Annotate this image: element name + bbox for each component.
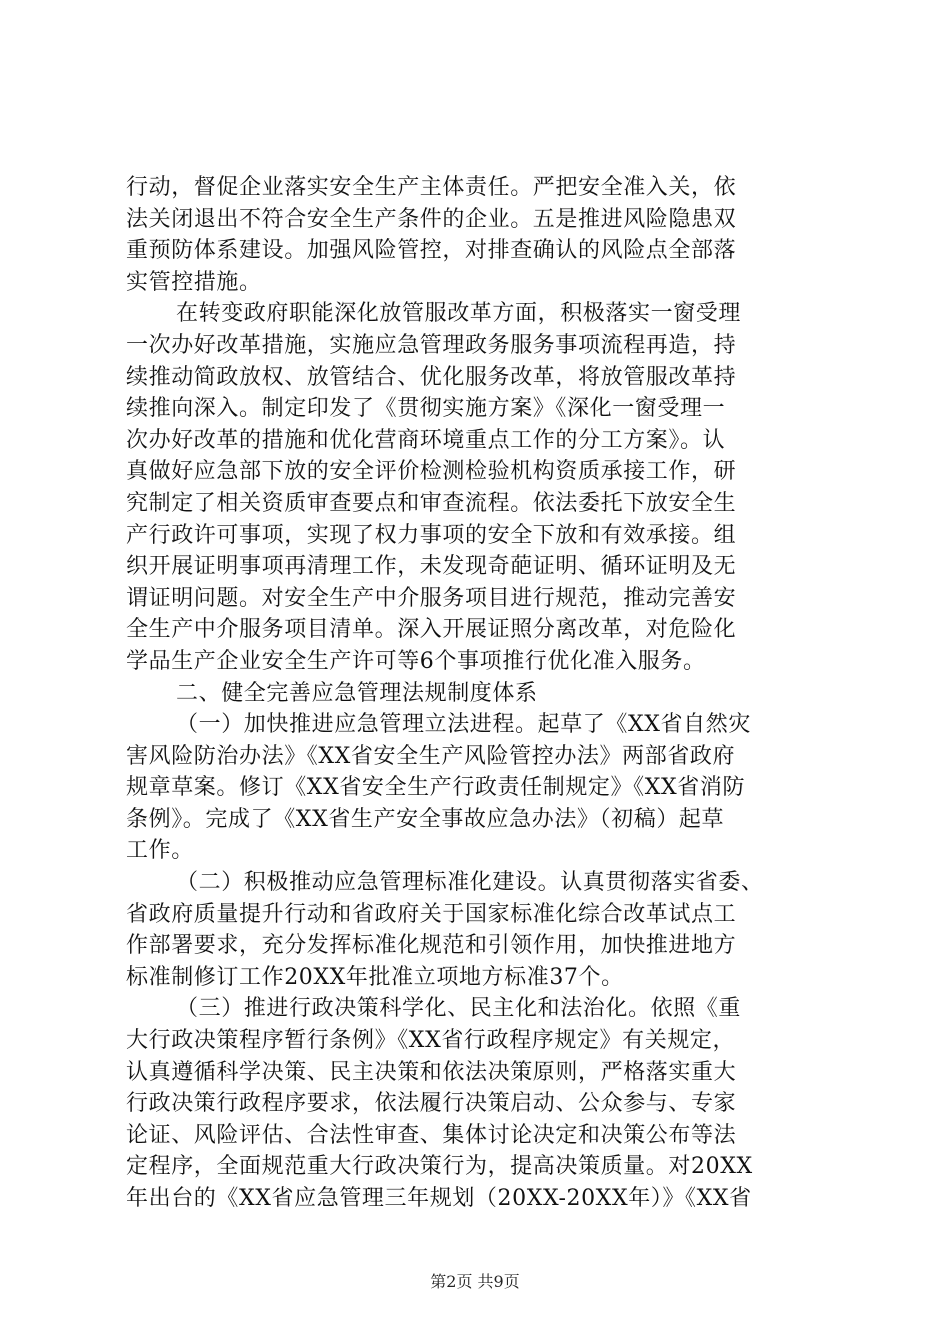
text-line: 一次办好改革措施，实施应急管理政务服务事项流程再造，持 bbox=[126, 332, 737, 358]
text-line: 二、健全完善应急管理法规制度体系 bbox=[176, 680, 538, 706]
text-line: 产行政许可事项，实现了权力事项的安全下放和有效承接。组 bbox=[126, 522, 737, 548]
text-line: 论证、风险评估、合法性审查、集体讨论决定和决策公布等法 bbox=[126, 1122, 737, 1148]
text-line: 实管控措施。 bbox=[126, 269, 262, 295]
text-line: 工作。 bbox=[126, 838, 194, 864]
text-line: 年出台的《XX省应急管理三年规划（20XX-20XX年）》《XX省 bbox=[126, 1186, 752, 1211]
text-line: 重预防体系建设。加强风险管控，对排查确认的风险点全部落 bbox=[126, 238, 737, 264]
text-line: 定程序，全面规范重大行政决策行为，提高决策质量。对20XX bbox=[126, 1154, 753, 1180]
text-line: 法关闭退出不符合安全生产条件的企业。五是推进风险隐患双 bbox=[126, 206, 737, 232]
text-line: 续推向深入。制定印发了《贯彻实施方案》《深化一窗受理一 bbox=[126, 396, 726, 422]
text-line: 究制定了相关资质审查要点和审查流程。依法委托下放安全生 bbox=[126, 490, 737, 516]
text-line: 真做好应急部下放的安全评价检测检验机构资质承接工作，研 bbox=[126, 459, 737, 485]
text-line: 全生产中介服务项目清单。深入开展证照分离改革，对危险化 bbox=[126, 617, 737, 643]
text-line: 害风险防治办法》《XX省安全生产风险管控办法》两部省政府 bbox=[126, 743, 736, 769]
text-line: 续推动简政放权、放管结合、优化服务改革，将放管服改革持 bbox=[126, 364, 737, 390]
text-line: 学品生产企业安全生产许可等6个事项推行优化准入服务。 bbox=[126, 648, 706, 674]
body-text bbox=[126, 172, 836, 1215]
text-line: 在转变政府职能深化放管服改革方面，积极落实一窗受理 bbox=[176, 301, 742, 327]
text-line: 谓证明问题。对安全生产中介服务项目进行规范，推动完善安 bbox=[126, 585, 737, 611]
text-line: （一）加快推进应急管理立法进程。起草了《XX省自然灾 bbox=[176, 712, 751, 738]
text-line: 织开展证明事项再清理工作，未发现奇葩证明、循环证明及无 bbox=[126, 554, 737, 580]
text-line: 作部署要求，充分发挥标准化规范和引领作用，加快推进地方 bbox=[126, 933, 737, 959]
text-line: 省政府质量提升行动和省政府关于国家标准化综合改革试点工 bbox=[126, 901, 737, 927]
text-line: 行动，督促企业落实安全生产主体责任。严把安全准入关，依 bbox=[126, 175, 737, 200]
text-line: 认真遵循科学决策、民主决策和依法决策原则，严格落实重大 bbox=[126, 1059, 737, 1085]
text-line: 次办好改革的措施和优化营商环境重点工作的分工方案》。认 bbox=[126, 427, 726, 453]
text-line: 标准制修订工作20XX年批准立项地方标准37个。 bbox=[126, 964, 624, 990]
text-line: （二）积极推动应急管理标准化建设。认真贯彻落实省委、 bbox=[176, 870, 764, 896]
text-line: 规章草案。修订《XX省安全生产行政责任制规定》《XX省消防 bbox=[126, 775, 746, 801]
text-line: 行政决策行政程序要求，依法履行决策启动、公众参与、专家 bbox=[126, 1091, 737, 1117]
text-line: 条例》。完成了《XX省生产安全事故应急办法》（初稿）起草 bbox=[126, 806, 725, 832]
page-footer: 第2页 共9页 bbox=[430, 1272, 520, 1291]
text-line: 大行政决策程序暂行条例》《XX省行政程序规定》有关规定， bbox=[126, 1028, 736, 1054]
text-line: （三）推进行政决策科学化、民主化和法治化。依照《重 bbox=[176, 996, 742, 1022]
